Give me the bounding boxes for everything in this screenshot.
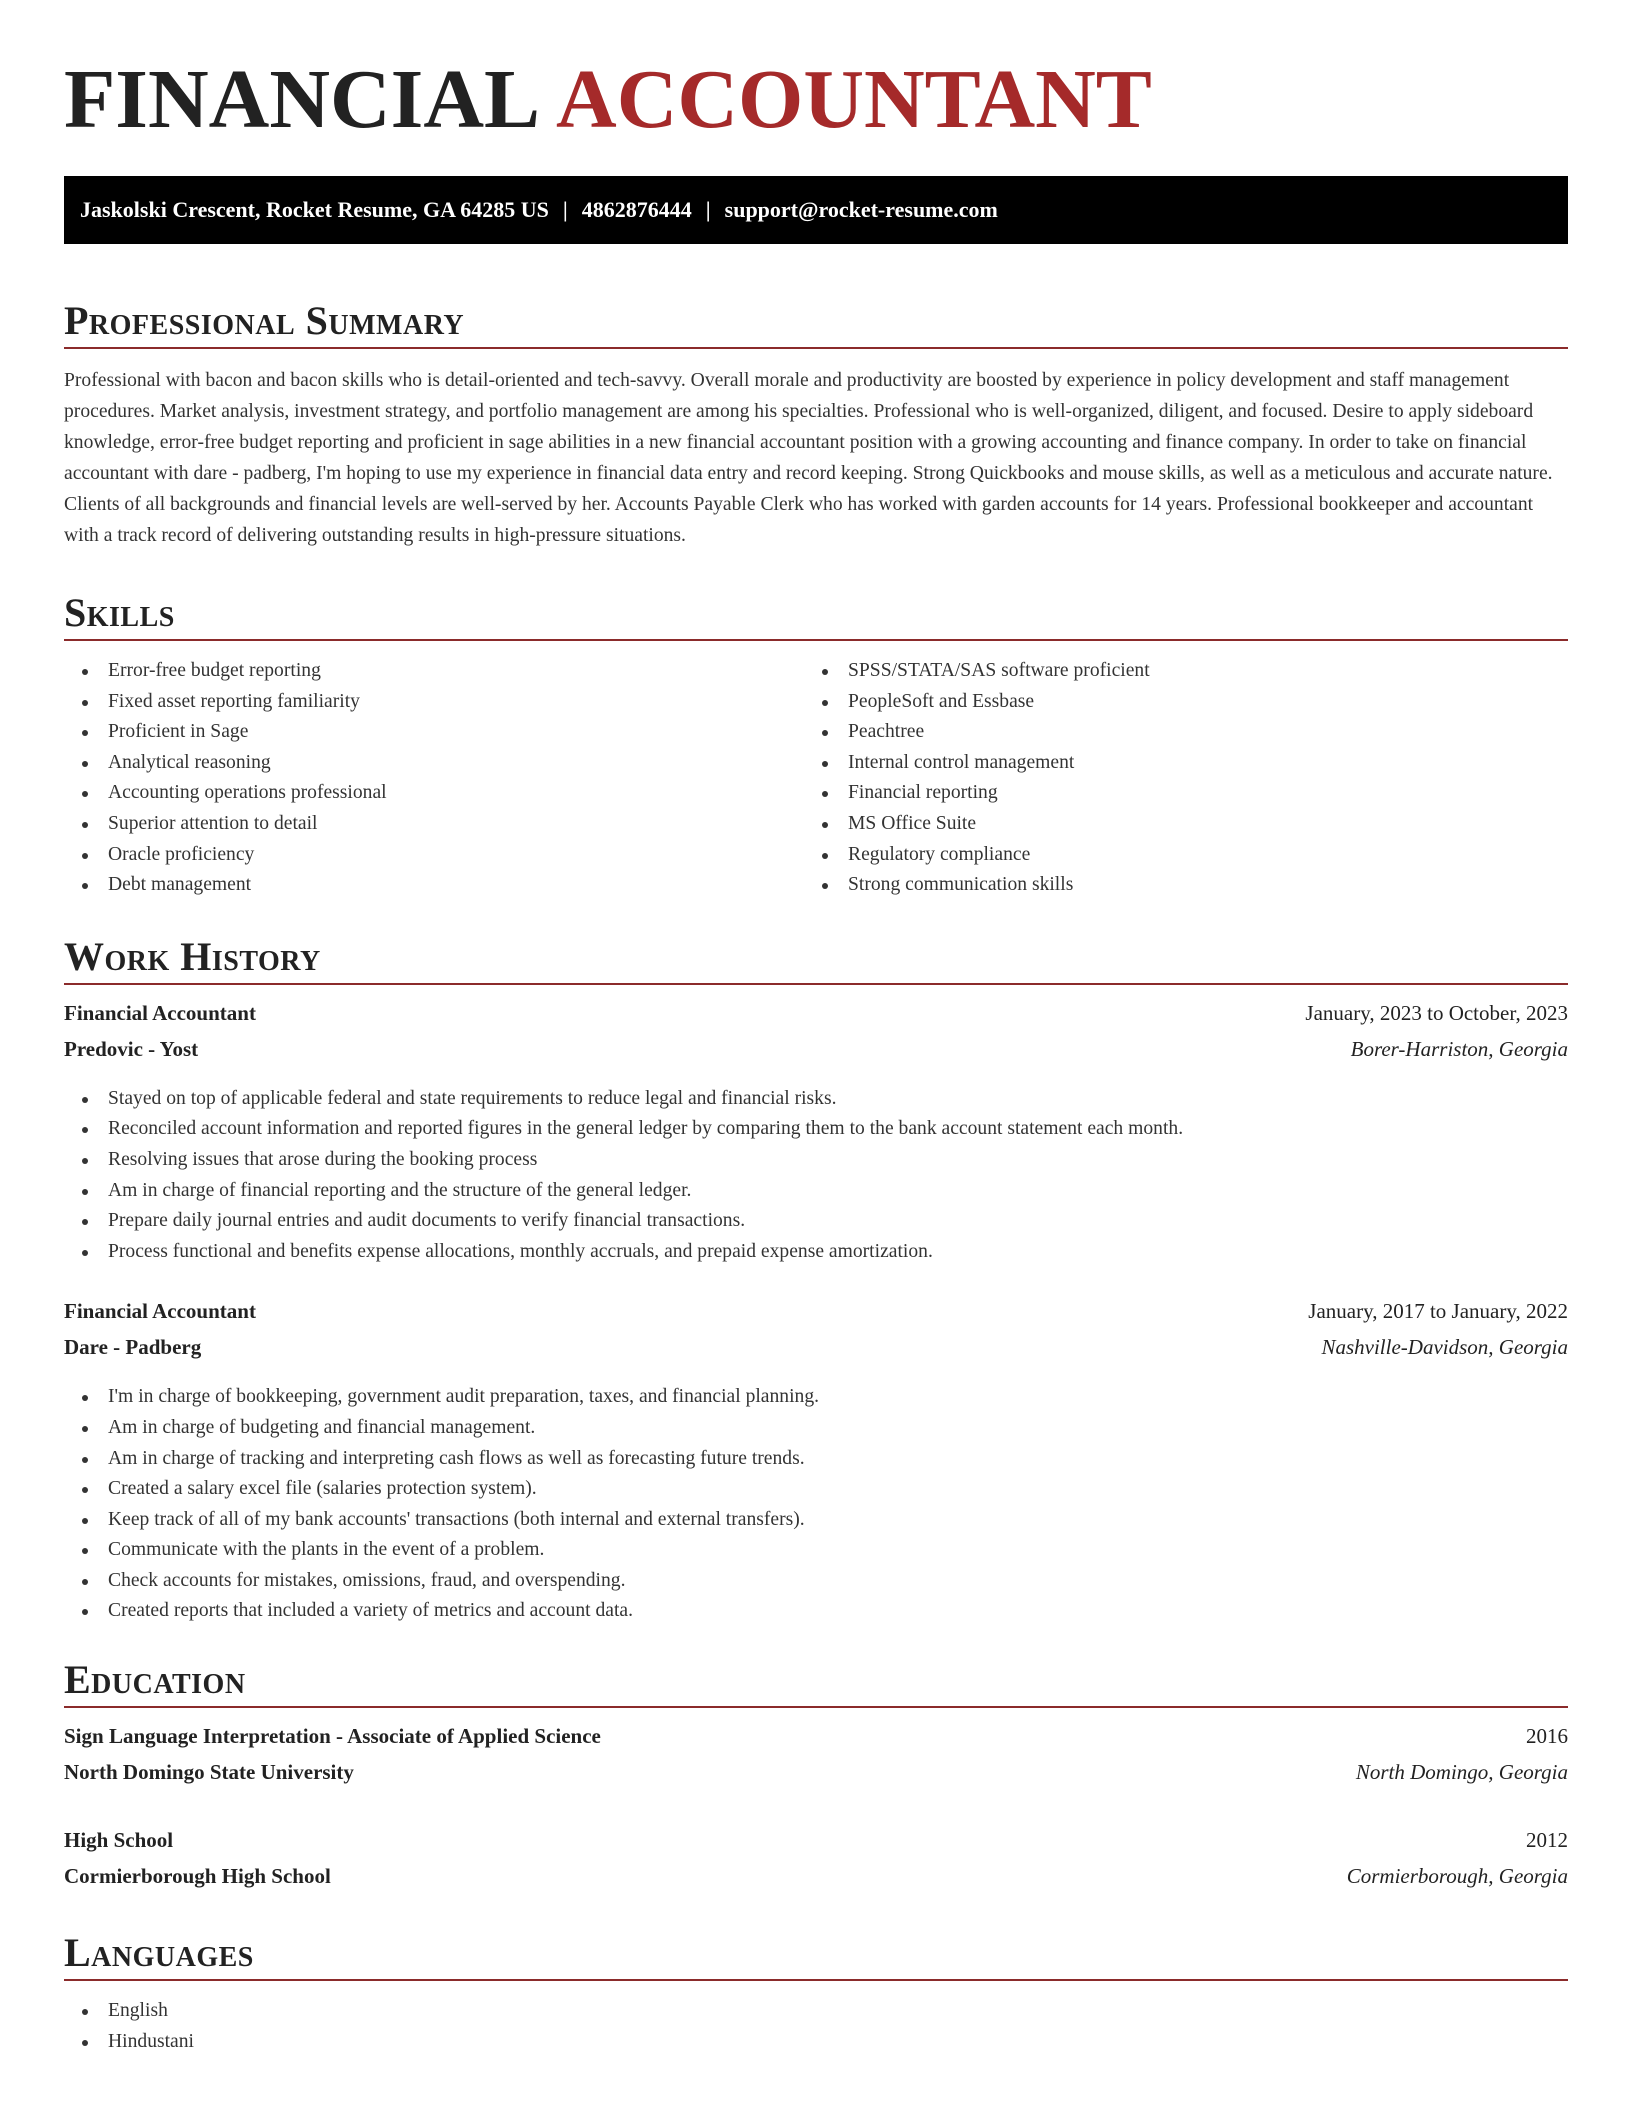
section-heading-education: Education [64, 1647, 1568, 1708]
contact-email[interactable]: support@rocket-resume.com [724, 197, 998, 222]
skill-item: MS Office Suite [804, 809, 1544, 840]
title-last: ACCOUNTANT [556, 53, 1152, 146]
contact-address: Jaskolski Crescent, Rocket Resume, GA 64285 US [80, 197, 549, 222]
job-subheader [64, 1037, 1568, 1073]
summary-text: Professional with bacon and bacon skills who is detail-oriented and tech-savvy. Overall morale and productivity are boosted by experience in policy development and staff management procedures. Market analysis, investment strategy, and portfolio management are among his specialties. Professional who is well-organized, diligent, and focused. Desire to apply sideboard knowledge, error-free budget reporting and proficient in sage abilities in a new financial accountant position with a growing accounting and finance company. In order to take on financial accountant with dare - padberg, I'm hoping to use my experience in financial data entry and record keeping. Strong Quickbooks and mouse skills, as well as a meticulous and accurate nature. Clients of all backgrounds and financial levels are well-served by her. Accounts Payable Clerk who has worked with garden accounts for 14 years. Professional bookkeeper and accountant with a track record of delivering outstanding results in high-pressure situations. [64, 370, 1553, 546]
job-location: Borer-Harriston, Georgia [1350, 1036, 1568, 1061]
skill-item: Analytical reasoning [64, 748, 804, 779]
job-bullet: Keep track of all of my bank accounts' transactions (both internal and external transfers). [64, 1505, 1568, 1536]
skill-item: Oracle proficiency [64, 840, 804, 871]
education-school: North Domingo State University [64, 1760, 354, 1785]
job-company: Predovic - Yost [64, 1036, 199, 1061]
job-location: Nashville-Davidson, Georgia [1321, 1335, 1568, 1360]
section-heading-languages: Languages [64, 1920, 1568, 1981]
skills-list-left [64, 656, 804, 901]
job-entry [64, 1299, 1568, 1627]
skill-item: Financial reporting [804, 778, 1544, 809]
languages-list [64, 1996, 1568, 2057]
education-year: 2016 [1526, 1724, 1568, 1749]
education-subheader [64, 1864, 1568, 1900]
skill-item: PeopleSoft and Essbase [804, 687, 1544, 718]
job-bullet: Created reports that included a variety of metrics and account data. [64, 1596, 1568, 1627]
skills-list-right [804, 656, 1544, 901]
job-company: Dare - Padberg [64, 1335, 202, 1360]
job-bullets [64, 1084, 1568, 1268]
skill-item: Superior attention to detail [64, 809, 804, 840]
education-entry [64, 1724, 1568, 1796]
title-first: FINANCIAL [64, 53, 541, 146]
job-dates: January, 2017 to January, 2022 [1308, 1299, 1568, 1324]
job-bullet: Am in charge of tracking and interpreting cash flows as well as forecasting future trends. [64, 1444, 1568, 1475]
skill-item: SPSS/STATA/SAS software proficient [804, 656, 1544, 687]
job-title: Financial Accountant [64, 1299, 256, 1324]
job-bullet: Am in charge of financial reporting and the structure of the general ledger. [64, 1176, 1568, 1207]
job-bullet: Communicate with the plants in the event of a problem. [64, 1535, 1568, 1566]
skill-item: Proficient in Sage [64, 717, 804, 748]
job-bullet: Check accounts for mistakes, omissions, fraud, and overspending. [64, 1566, 1568, 1597]
job-bullet: Reconciled account information and reported figures in the general ledger by comparing them to the bank account statement each month. [64, 1114, 1568, 1145]
language-item: Hindustani [64, 2027, 1568, 2058]
education-location: North Domingo, Georgia [1355, 1760, 1568, 1785]
section-heading-skills: Skills [64, 580, 1568, 641]
job-subheader [64, 1335, 1568, 1371]
job-bullets [64, 1382, 1568, 1627]
job-bullet: Created a salary excel file (salaries protection system). [64, 1474, 1568, 1505]
job-bullet: Process functional and benefits expense allocations, monthly accruals, and prepaid expense amortization. [64, 1237, 1568, 1268]
education-location: Cormierborough, Georgia [1346, 1864, 1568, 1889]
skill-item: Regulatory compliance [804, 840, 1544, 871]
skill-item: Internal control management [804, 748, 1544, 779]
education-degree: High School [64, 1828, 174, 1853]
skill-item: Debt management [64, 870, 804, 901]
contact-separator: | [705, 197, 711, 222]
resume-title [64, 0, 1568, 146]
job-header [64, 1001, 1568, 1037]
contact-bar [64, 176, 1568, 244]
skills-grid [64, 656, 1568, 901]
education-degree: Sign Language Interpretation - Associate of Applied Science [64, 1724, 601, 1749]
contact-phone: 4862876444 [581, 197, 692, 222]
education-header [64, 1724, 1568, 1760]
language-item: English [64, 1996, 1568, 2027]
education-entry [64, 1828, 1568, 1900]
section-heading-work: Work History [64, 924, 1568, 985]
job-bullet: Prepare daily journal entries and audit documents to verify financial transactions. [64, 1206, 1568, 1237]
skill-item: Peachtree [804, 717, 1544, 748]
job-entry [64, 1001, 1568, 1268]
section-heading-summary: Professional Summary [64, 288, 1568, 349]
education-year: 2012 [1526, 1828, 1568, 1853]
education-subheader [64, 1760, 1568, 1796]
contact-separator: | [562, 197, 568, 222]
education-school: Cormierborough High School [64, 1864, 331, 1889]
skill-item: Fixed asset reporting familiarity [64, 687, 804, 718]
job-bullet: Resolving issues that arose during the booking process [64, 1145, 1568, 1176]
job-bullet: Stayed on top of applicable federal and state requirements to reduce legal and financial risks. [64, 1084, 1568, 1115]
job-bullet: Am in charge of budgeting and financial management. [64, 1413, 1568, 1444]
skill-item: Accounting operations professional [64, 778, 804, 809]
skill-item: Error-free budget reporting [64, 656, 804, 687]
skill-item: Strong communication skills [804, 870, 1544, 901]
job-bullet: I'm in charge of bookkeeping, government audit preparation, taxes, and financial planning. [64, 1382, 1568, 1413]
job-title: Financial Accountant [64, 1000, 256, 1025]
job-header [64, 1299, 1568, 1335]
job-dates: January, 2023 to October, 2023 [1305, 1000, 1568, 1025]
education-header [64, 1828, 1568, 1864]
